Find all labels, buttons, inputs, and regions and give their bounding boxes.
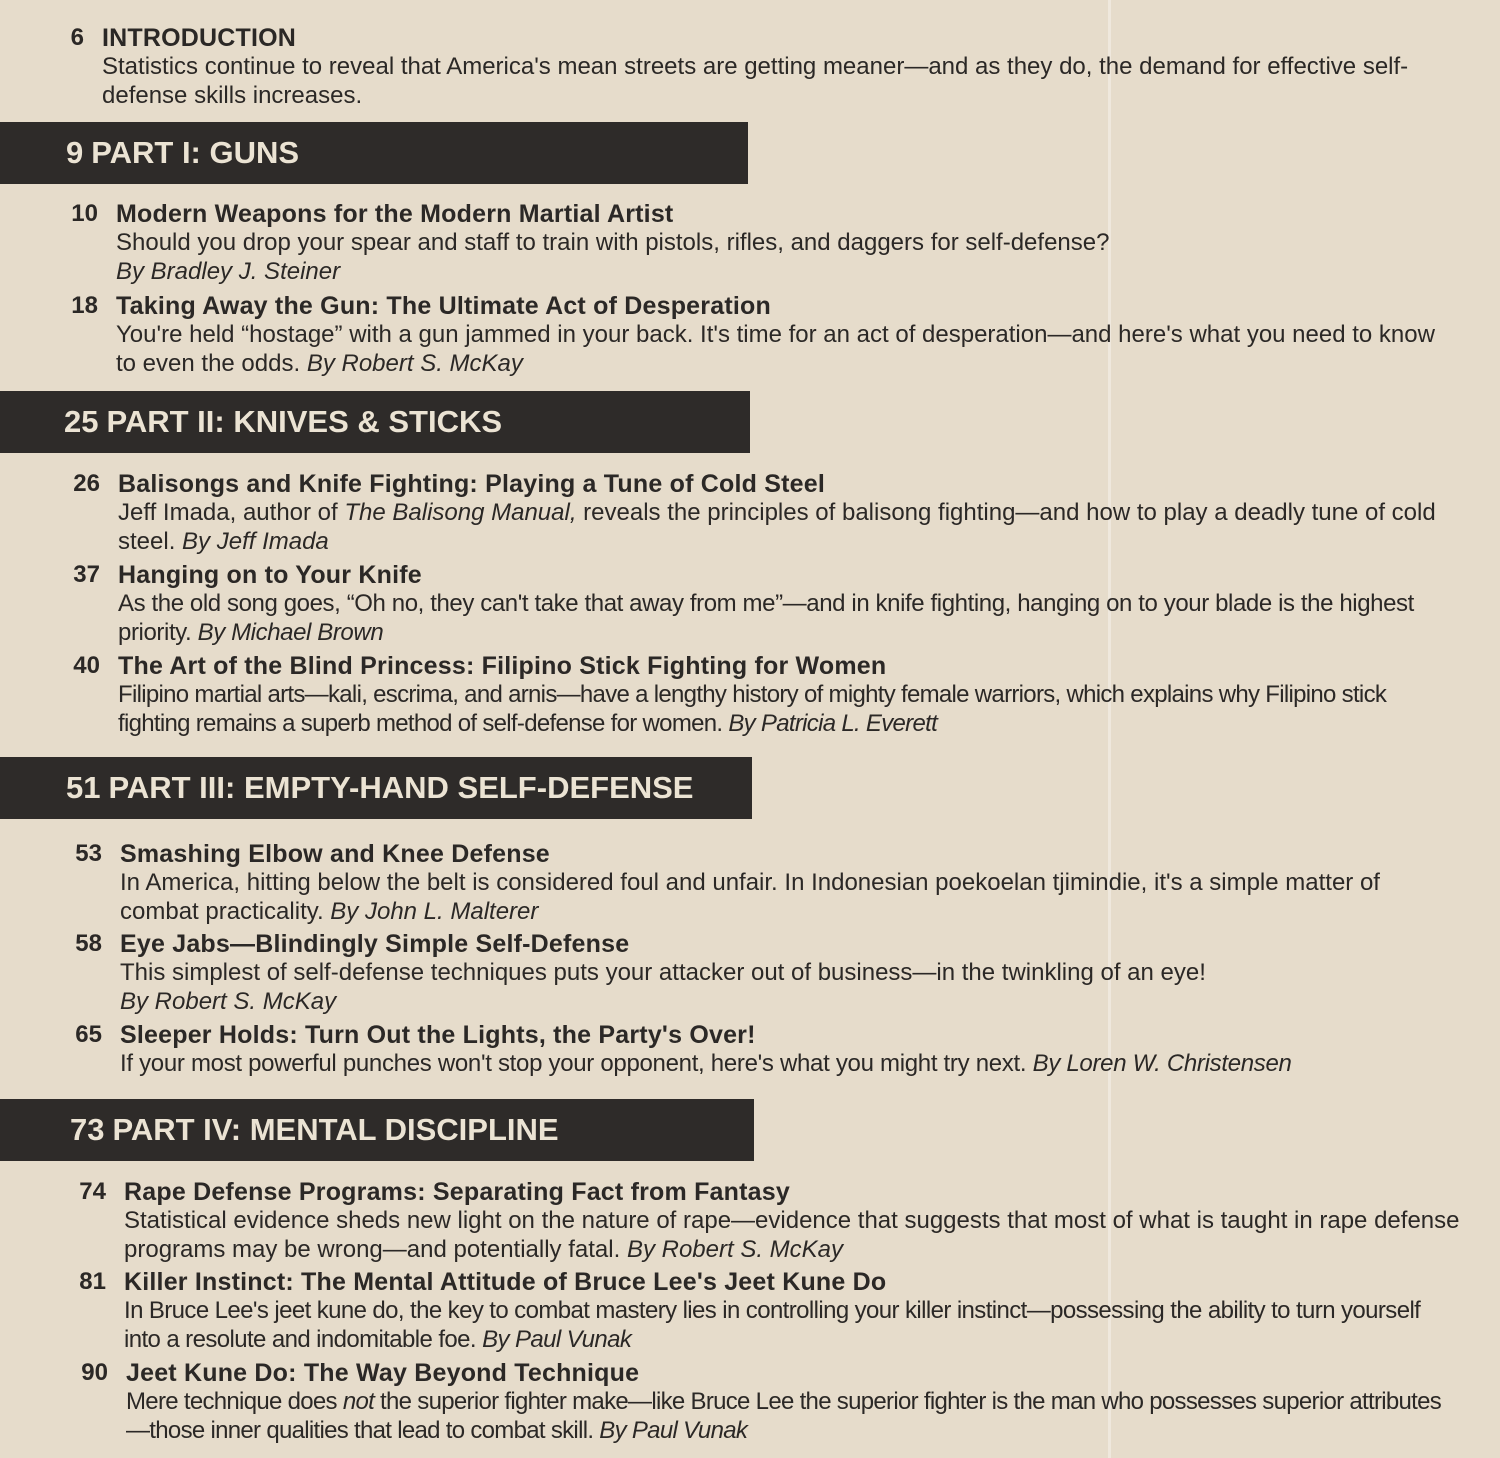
page-number: 81: [79, 1268, 106, 1295]
page-number: 53: [75, 840, 102, 867]
page-number: 40: [73, 652, 100, 679]
entry-title: Taking Away the Gun: The Ultimate Act of Desperation: [116, 292, 771, 320]
entry-description: You're held “hostage” with a gun jammed in your back. It's time for an act of desperation—and here's what you need to know to even the odds. By Robert S. McKay: [116, 321, 1435, 377]
entry-title: Eye Jabs—Blindingly Simple Self-Defense: [120, 930, 630, 958]
entry-author: By Michael Brown: [197, 619, 384, 646]
part-header-knives-sticks: [0, 391, 750, 453]
entry-author: By Jeff Imada: [182, 528, 329, 555]
entry-description: Jeff Imada, author of The Balisong Manual, reveals the principles of balisong fighting—and how to play a deadly tune of cold steel. By Jeff Imada: [118, 499, 1436, 555]
page-number: 58: [75, 930, 102, 957]
entry-description: Mere technique does not the superior fighter make—like Bruce Lee the superior fighter is the man who possesses superior attributes—those inner qualities that lead to combat skill. By Paul Vunak: [126, 1388, 1442, 1444]
part-title: PART IV: MENTAL DISCIPLINE: [112, 1112, 559, 1147]
entry-author: By Robert S. McKay: [626, 1236, 844, 1263]
entry-description: Statistics continue to reveal that America's mean streets are getting meaner—and as they do, the demand for effective self-defense skills increases.: [102, 53, 1409, 109]
entry-author: By Robert S. McKay: [120, 988, 337, 1015]
entry-author: By Patricia L. Everett: [728, 710, 938, 737]
part-page-number: 73: [70, 1112, 105, 1147]
entry-description: Filipino martial arts—kali, escrima, and arnis—have a lengthy history of mighty female warriors, which explains why Filipino stick fighting remains a superb method of self-defense for women. By Patricia L. Everett: [118, 681, 1387, 737]
entry-author: By Loren W. Christensen: [1032, 1050, 1292, 1077]
entry-author: By Bradley J. Steiner: [116, 258, 341, 285]
entry-author: By Robert S. McKay: [306, 350, 523, 377]
entry-author: By Paul Vunak: [482, 1326, 632, 1353]
part-header-mental-discipline: [0, 1099, 754, 1161]
entry-title: Rape Defense Programs: Separating Fact from Fantasy: [124, 1178, 790, 1206]
entry-title: Jeet Kune Do: The Way Beyond Technique: [126, 1359, 640, 1387]
part-page-number: 25: [64, 404, 99, 439]
part-title: PART III: EMPTY-HAND SELF-DEFENSE: [108, 770, 694, 805]
page-number: 74: [79, 1178, 106, 1205]
part-title: PART I: GUNS: [91, 135, 300, 170]
entry-description: As the old song goes, “Oh no, they can't take that away from me”—and in knife fighting, hanging on to your blade is the highest priority. By Michael Brown: [118, 590, 1414, 646]
entry-author: By Paul Vunak: [599, 1417, 748, 1444]
entry-description: This simplest of self-defense techniques puts your attacker out of business—in the twinkling of an eye! By Robert S. McKay: [120, 959, 1206, 1015]
entry-description: If your most powerful punches won't stop your opponent, here's what you might try next. By Loren W. Christensen: [120, 1050, 1292, 1077]
entry-description: In Bruce Lee's jeet kune do, the key to combat mastery lies in controlling your killer instinct—possessing the ability to turn yourself into a resolute and indomitable foe. By Paul Vunak: [124, 1297, 1421, 1353]
entry-title: Balisongs and Knife Fighting: Playing a Tune of Cold Steel: [118, 470, 825, 498]
entry-description: Should you drop your spear and staff to train with pistols, rifles, and daggers for self-defense? By Bradley J. Steiner: [116, 229, 1110, 285]
part-header-empty-hand: [0, 757, 752, 819]
page-number: 65: [75, 1021, 102, 1048]
page-number: 10: [71, 200, 98, 227]
entry-description: In America, hitting below the belt is considered foul and unfair. In Indonesian poekoelan tjimindie, it's a simple matter of combat practicality. By John L. Malterer: [120, 869, 1380, 925]
entry-title: The Art of the Blind Princess: Filipino Stick Fighting for Women: [118, 652, 887, 680]
page-number: 6: [70, 24, 84, 51]
part-title: PART II: KNIVES & STICKS: [106, 404, 503, 439]
entry-description: Statistical evidence sheds new light on the nature of rape—evidence that suggests that most of what is taught in rape defense programs may be wrong—and potentially fatal. By Robert S. McKay: [124, 1207, 1460, 1263]
book-title: The Balisong Manual,: [344, 499, 577, 526]
part-header-guns: [0, 122, 748, 184]
entry-author: By John L. Malterer: [330, 898, 539, 925]
entry-title: INTRODUCTION: [102, 24, 297, 52]
page-number: 90: [81, 1359, 108, 1386]
entry-title: Sleeper Holds: Turn Out the Lights, the Party's Over!: [120, 1021, 756, 1049]
entry-title: Hanging on to Your Knife: [118, 561, 422, 589]
entry-title: Killer Instinct: The Mental Attitude of Bruce Lee's Jeet Kune Do: [124, 1268, 887, 1296]
part-page-number: 9: [66, 135, 84, 170]
page-number: 37: [73, 561, 100, 588]
page-number: 26: [73, 470, 100, 497]
entry-title: Smashing Elbow and Knee Defense: [120, 840, 550, 868]
part-page-number: 51: [66, 770, 101, 805]
entry-title: Modern Weapons for the Modern Martial Artist: [116, 200, 674, 228]
page-number: 18: [71, 292, 98, 319]
